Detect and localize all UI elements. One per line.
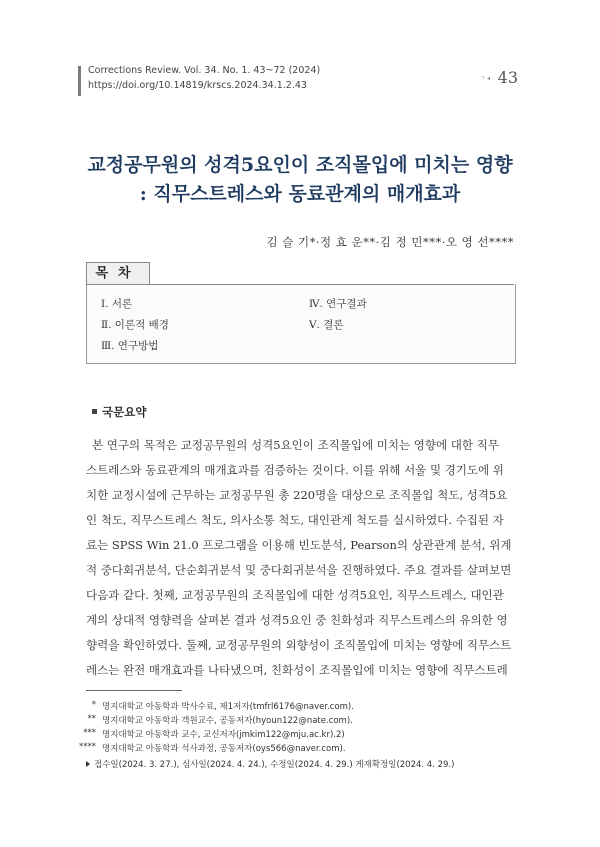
footnote-mark: ****: [79, 742, 96, 752]
page-number: 43: [497, 68, 518, 87]
abstract-line: 레스는 완전 매개효과를 나타냈으며, 친화성이 조직몰입에 미치는 영향에 직무스트레: [86, 663, 508, 677]
doi-link[interactable]: https://doi.org/10.14819/krscs.2024.34.1.2.43: [88, 80, 307, 91]
abstract-line: 인 척도, 직무스트레스 척도, 의사소통 척도, 대인관계 척도를 실시하였다. 수집된 자: [86, 513, 504, 527]
square-bullet-icon: [92, 409, 97, 414]
footnote-text: 명지대학교 아동학과 박사수료, 제1저자(tmfrl6176@naver.com).: [102, 702, 354, 712]
footnote-mark: ***: [83, 728, 96, 738]
footnote-mark: **: [87, 714, 96, 724]
header-accent-bar: [78, 66, 81, 96]
toc-item-method[interactable]: Ⅲ. 연구방법: [101, 340, 159, 352]
toc-box: [86, 284, 516, 364]
toc-divider: [86, 284, 514, 285]
abstract-line: 치한 교정시설에 근무하는 교정공무원 총 220명을 대상으로 조직몰입 척도, 성격5요: [86, 488, 508, 502]
toc-item-theory[interactable]: Ⅱ. 이론적 배경: [101, 319, 169, 331]
abstract-line: 스트레스와 동료관계의 매개효과를 검증하는 것이다. 이를 위해 서울 및 경기도에 위: [86, 463, 504, 477]
paper-title-line-2: : 직무스트레스와 동료관계의 매개효과: [139, 183, 461, 205]
received-dates-text: 접수일(2024. 3. 27.), 심사일(2024. 4. 24.), 수정일(2024. 4. 29.) 게재확정일(2024. 4. 29.): [94, 760, 455, 770]
toc-item-conclusion[interactable]: Ⅴ. 결론: [309, 319, 344, 331]
abstract-heading: [92, 404, 146, 420]
author-list: 김 슬 기*·정 효 운**·김 정 민***·오 영 선****: [266, 235, 514, 249]
footnote-rule: [86, 690, 182, 691]
toc-heading: 목차: [86, 262, 150, 285]
abstract-line: 다음과 같다. 첫째, 교정공무원의 조직몰입에 대한 성격5요인, 직무스트레스, 대인관: [86, 588, 504, 602]
toc-item-results[interactable]: Ⅳ. 연구결과: [309, 298, 367, 310]
abstract-line: 료는 SPSS Win 21.0 프로그램을 이용해 빈도분석, Pearson의 상관관계 분석, 위계: [86, 538, 512, 552]
abstract-line: 계의 상대적 영향력을 살펴본 결과 성격5요인 중 친화성과 직무스트레스의 유의한 영: [86, 613, 508, 627]
footnote-mark: *: [91, 700, 96, 710]
toc-item-intro[interactable]: Ⅰ. 서론: [101, 298, 133, 310]
journal-citation: Corrections Review. Vol. 34. No. 1. 43~72 (2024): [88, 65, 321, 76]
abstract-line: 본 연구의 목적은 교정공무원의 성격5요인이 조직몰입에 미치는 영향에 대한 직무: [92, 438, 499, 452]
paper-title-line-1: 교정공무원의 성격5요인이 조직몰입에 미치는 영향: [87, 154, 513, 176]
abstract-line: 향력을 확인하였다. 둘째, 교정공무원의 외향성이 조직몰입에 미치는 영향에 직무스트: [86, 638, 512, 652]
abstract-line: 적 중다회귀분석, 단순회귀분석 및 중다회귀분석을 진행하였다. 주요 결과를 살펴보면: [86, 563, 512, 577]
triangle-bullet-icon: [86, 761, 90, 767]
received-dates: [86, 758, 454, 770]
page-mark: ㄱ ◂: [479, 75, 490, 82]
footnote-text: 명지대학교 아동학과 교수, 교신저자(jmkim122@mju.ac.kr).2): [102, 730, 345, 740]
footnote-text: 명지대학교 아동학과 객원교수, 공동저자(hyoun122@nate.com).: [102, 716, 353, 726]
abstract-heading-label: 국문요약: [102, 405, 147, 419]
footnote-text: 명지대학교 아동학과 석사과정, 공동저자(oys566@naver.com).: [102, 744, 346, 754]
